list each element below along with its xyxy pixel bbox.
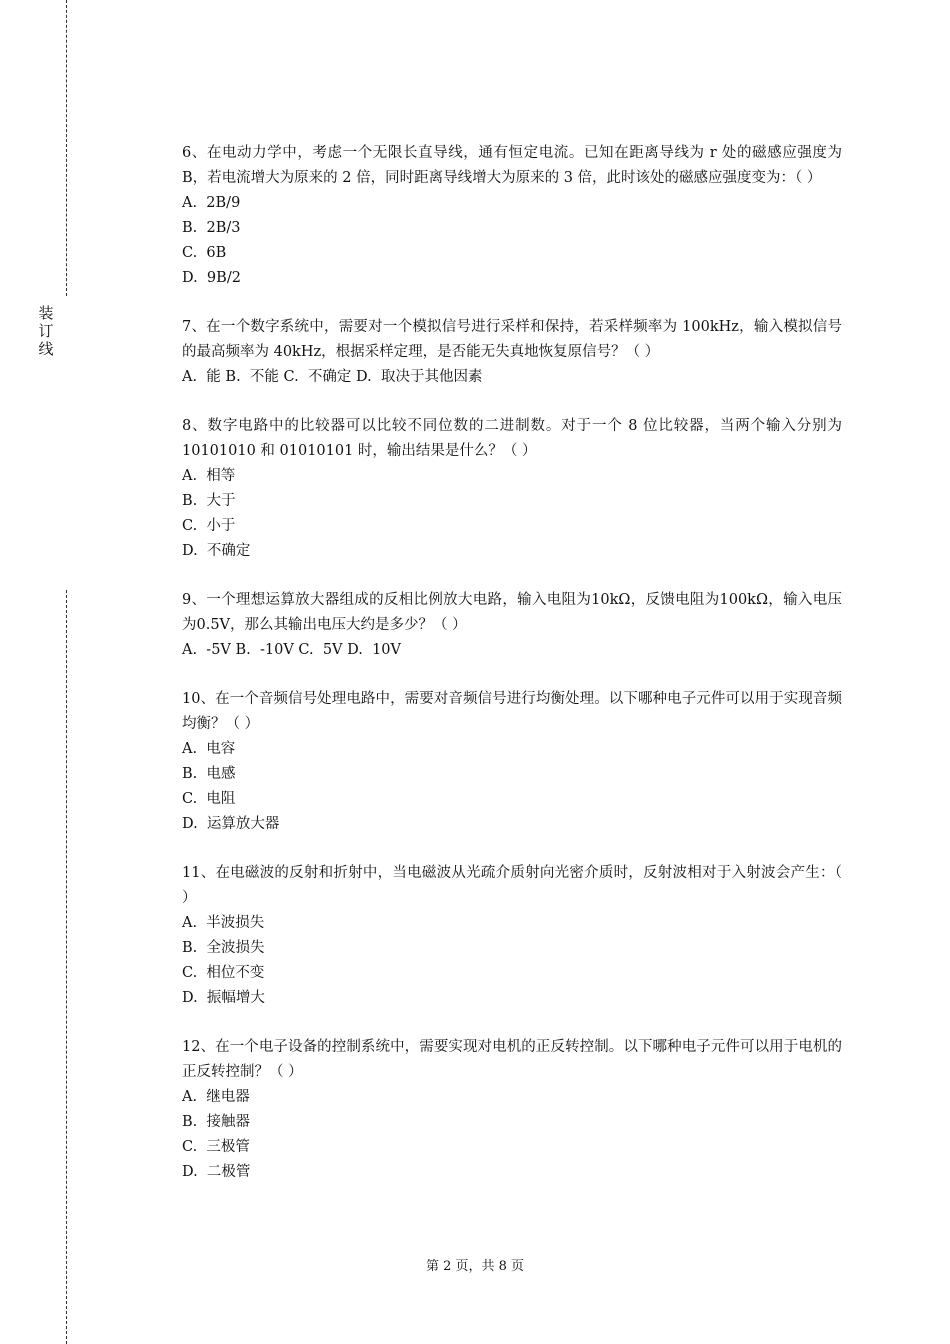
option-c: C. 三极管 <box>182 1139 250 1155</box>
question-stem: 9、一个理想运算放大器组成的反相比例放大电路，输入电阻为10kΩ，反馈电阻为100kΩ，输入电压为0.5V，那么其输出电压大约是多少？（ ） <box>182 592 842 633</box>
options-inline: A. -5V B. -10V C. 5V D. 10V <box>182 642 401 658</box>
question-11 <box>182 861 847 1011</box>
option-c: C. 电阻 <box>182 791 236 807</box>
page-footer: 第 2 页，共 8 页 <box>425 1259 525 1274</box>
binding-label <box>36 304 56 358</box>
question-stem: 7、在一个数字系统中，需要对一个模拟信号进行采样和保持，若采样频率为 100kHz，输入模拟信号的最高频率为 40kHz，根据采样定理，是否能无失真地恢复原信号？（ ） <box>182 319 842 360</box>
option-b: B. 全波损失 <box>182 940 265 956</box>
option-a: A. 相等 <box>182 468 236 484</box>
binding-label-char: 订 <box>38 322 54 340</box>
binding-line-bottom <box>66 590 67 1344</box>
question-stem: 12、在一个电子设备的控制系统中，需要实现对电机的正反转控制。以下哪种电子元件可以用于电机的正反转控制？（ ） <box>182 1039 842 1080</box>
options-inline: A. 能 B. 不能 C. 不确定 D. 取决于其他因素 <box>182 369 483 385</box>
option-d: D. 9B/2 <box>182 270 241 286</box>
binding-line-top <box>66 0 67 296</box>
option-b: B. 电感 <box>182 766 236 782</box>
option-a: A. 继电器 <box>182 1089 250 1105</box>
binding-label-char: 线 <box>38 340 54 358</box>
question-10 <box>182 687 842 837</box>
option-c: C. 相位不变 <box>182 965 265 981</box>
option-a: A. 半波损失 <box>182 915 265 931</box>
option-b: B. 大于 <box>182 493 236 509</box>
option-d: D. 运算放大器 <box>182 816 280 832</box>
binding-label-char: 装 <box>38 304 54 322</box>
option-c: C. 小于 <box>182 518 236 534</box>
option-a: A. 电容 <box>182 741 236 757</box>
question-stem: 10、在一个音频信号处理电路中，需要对音频信号进行均衡处理。以下哪种电子元件可以用于实现音频均衡？（ ） <box>182 691 842 732</box>
question-7 <box>182 315 842 390</box>
option-b: B. 2B/3 <box>182 220 241 236</box>
question-stem: 11、在电磁波的反射和折射中，当电磁波从光疏介质射向光密介质时，反射波相对于入射波会产生：（ ） <box>182 865 847 906</box>
question-stem: 8、数字电路中的比较器可以比较不同位数的二进制数。对于一个 8 位比较器，当两个输入分别为 10101010 和 01010101 时，输出结果是什么？（ ） <box>182 418 847 459</box>
option-b: B. 接触器 <box>182 1114 250 1130</box>
question-9 <box>182 588 842 663</box>
question-stem: 6、在电动力学中，考虑一个无限长直导线，通有恒定电流。已知在距离导线为 r 处的磁感应强度为 B，若电流增大为原来的 2 倍，同时距离导线增大为原来的 3 倍，此时该处的磁感应强度变为：（ ） <box>182 145 847 186</box>
question-12 <box>182 1035 842 1185</box>
option-d: D. 振幅增大 <box>182 990 265 1006</box>
question-6 <box>182 141 847 291</box>
option-d: D. 二极管 <box>182 1164 251 1180</box>
option-a: A. 2B/9 <box>182 195 241 211</box>
question-list <box>182 141 847 1209</box>
option-d: D. 不确定 <box>182 543 251 559</box>
question-8 <box>182 414 847 564</box>
option-c: C. 6B <box>182 245 227 261</box>
